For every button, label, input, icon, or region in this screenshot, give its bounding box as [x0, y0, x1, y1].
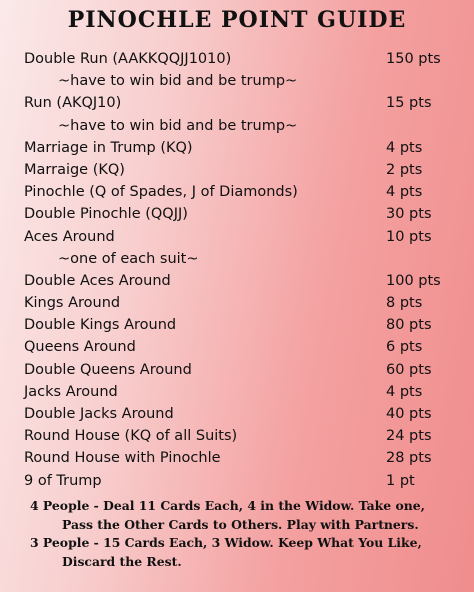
meld-points: 24 pts	[386, 428, 432, 445]
page-title: PINOCHLE POINT GUIDE	[67, 7, 407, 33]
meld-points: 150 pts	[386, 51, 441, 67]
meld-name: Marriage in Trump (KQ)	[24, 139, 193, 156]
list-item-note	[0, 248, 474, 270]
list-item	[0, 403, 474, 425]
meld-name: Run (AKQJ10)	[24, 95, 122, 112]
list-item	[0, 447, 474, 469]
meld-name: Double Aces Around	[24, 272, 171, 289]
list-item	[0, 137, 474, 159]
meld-points: 60 pts	[386, 361, 432, 378]
meld-points: 10 pts	[386, 228, 432, 245]
meld-name: 9 of Trump	[24, 472, 102, 489]
list-item	[0, 314, 474, 336]
list-item	[0, 359, 474, 381]
meld-name: Double Jacks Around	[24, 406, 174, 422]
meld-name: Double Pinochle (QQJJ)	[24, 206, 188, 223]
rule-three-players-cont: Discard the Rest.	[62, 553, 182, 569]
meld-name: Queens Around	[24, 339, 136, 356]
meld-points: 4 pts	[386, 184, 423, 201]
list-item	[0, 336, 474, 358]
meld-points: 100 pts	[386, 272, 441, 289]
meld-points: 15 pts	[386, 95, 432, 112]
point-list	[0, 48, 474, 492]
list-item	[0, 470, 474, 492]
list-item	[0, 92, 474, 114]
meld-name: Round House (KQ of all Suits)	[24, 428, 238, 445]
meld-name: Marraige (KQ)	[24, 161, 125, 178]
meld-note: ~have to win bid and be trump~	[58, 117, 298, 134]
meld-name: Kings Around	[24, 295, 121, 312]
meld-points: 1 pt	[386, 472, 415, 489]
meld-points: 40 pts	[386, 406, 432, 422]
meld-note: ~have to win bid and be trump~	[58, 73, 298, 90]
meld-points: 6 pts	[386, 339, 423, 356]
list-item	[0, 381, 474, 403]
meld-points: 2 pts	[386, 161, 423, 178]
meld-name: Double Run (AAKKQQJJ1010)	[24, 51, 232, 67]
meld-name: Pinochle (Q of Spades, J of Diamonds)	[24, 184, 298, 201]
list-item	[0, 425, 474, 447]
list-item	[0, 159, 474, 181]
rule-three-players: 3 People - 15 Cards Each, 3 Widow. Keep What You Like,	[30, 535, 422, 551]
meld-points: 4 pts	[386, 139, 423, 156]
list-item-note	[0, 115, 474, 137]
list-item	[0, 203, 474, 225]
meld-note: ~one of each suit~	[58, 250, 199, 267]
rule-four-players: 4 People - Deal 11 Cards Each, 4 in the Widow. Take one,	[30, 498, 425, 513]
meld-points: 8 pts	[386, 295, 423, 312]
rule-four-players-cont: Pass the Other Cards to Others. Play with Partners.	[62, 516, 419, 532]
meld-name: Jacks Around	[24, 383, 118, 400]
meld-points: 30 pts	[386, 206, 432, 223]
list-item	[0, 292, 474, 314]
meld-name: Round House with Pinochle	[24, 450, 221, 467]
list-item	[0, 270, 474, 292]
list-item-note	[0, 70, 474, 92]
meld-points: 28 pts	[386, 450, 432, 467]
dealing-rules	[0, 497, 474, 571]
list-item	[0, 226, 474, 248]
list-item	[0, 181, 474, 203]
meld-name: Double Queens Around	[24, 361, 192, 378]
meld-points: 4 pts	[386, 383, 423, 400]
meld-name: Aces Around	[24, 228, 115, 245]
meld-points: 80 pts	[386, 317, 432, 334]
meld-name: Double Kings Around	[24, 317, 177, 334]
list-item	[0, 48, 474, 70]
